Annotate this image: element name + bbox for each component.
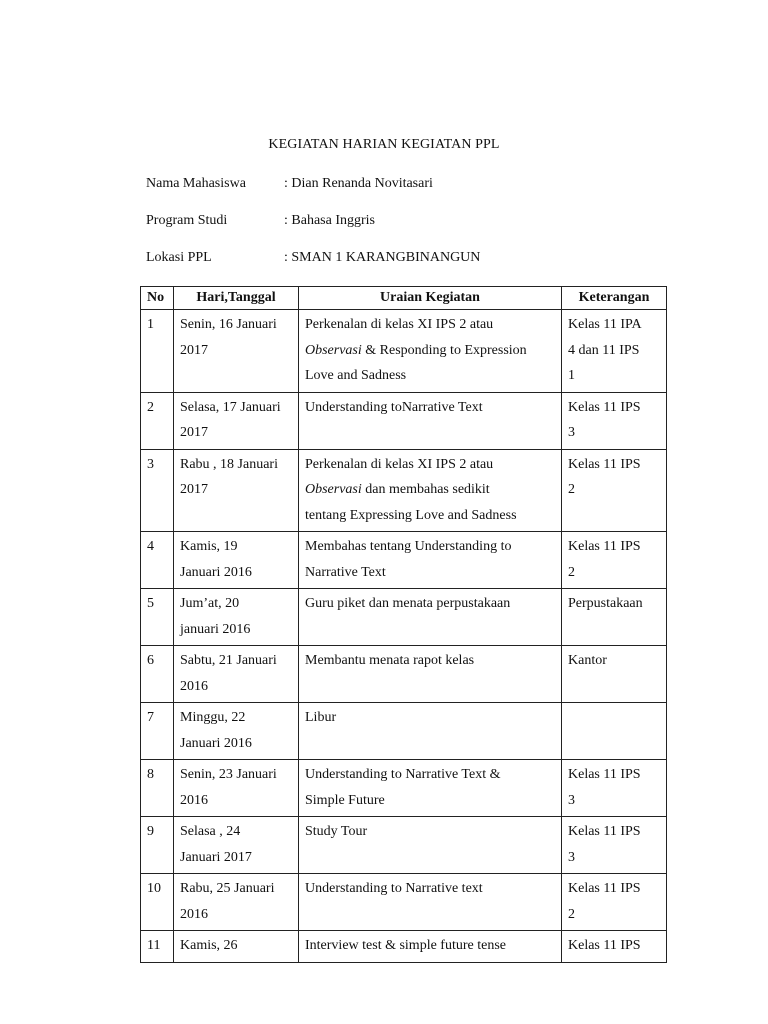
cell-date: Jum’at, 20 januari 2016 — [174, 589, 299, 646]
info-label: Lokasi PPL — [146, 250, 212, 265]
cell-note: Perpustakaan — [562, 589, 667, 646]
cell-date: Selasa, 17 Januari 2017 — [174, 392, 299, 449]
cell-activity: Understanding to Narrative text — [299, 874, 562, 931]
cell-activity: Perkenalan di kelas XI IPS 2 atau Observasi & Responding to Expression Love and Sadness — [299, 310, 562, 393]
table-row — [141, 874, 667, 931]
cell-activity: Libur — [299, 703, 562, 760]
cell-no: 6 — [141, 646, 174, 703]
cell-no: 3 — [141, 449, 174, 532]
cell-note: Kelas 11 IPS — [562, 931, 667, 963]
cell-date: Kamis, 19 Januari 2016 — [174, 532, 299, 589]
cell-note: Kantor — [562, 646, 667, 703]
cell-activity: Perkenalan di kelas XI IPS 2 atau Observasi dan membahas sedikit tentang Expressing Love and Sadness — [299, 449, 562, 532]
table-row — [141, 310, 667, 393]
cell-date: Senin, 16 Januari 2017 — [174, 310, 299, 393]
info-value: : Bahasa Inggris — [284, 213, 375, 228]
header-note: Keterangan — [562, 287, 667, 310]
table-row — [141, 589, 667, 646]
table-row — [141, 817, 667, 874]
header-no: No — [141, 287, 174, 310]
info-label: Program Studi — [146, 213, 228, 228]
cell-note: Kelas 11 IPA 4 dan 11 IPS 1 — [562, 310, 667, 393]
header-activity: Uraian Kegiatan — [299, 287, 562, 310]
cell-no: 7 — [141, 703, 174, 760]
cell-note — [562, 703, 667, 760]
table-row — [141, 449, 667, 532]
table-row — [141, 532, 667, 589]
cell-activity: Interview test & simple future tense — [299, 931, 562, 963]
cell-date: Kamis, 26 — [174, 931, 299, 963]
cell-note: Kelas 11 IPS 3 — [562, 760, 667, 817]
cell-no: 4 — [141, 532, 174, 589]
table-row — [141, 931, 667, 963]
cell-no: 10 — [141, 874, 174, 931]
cell-no: 5 — [141, 589, 174, 646]
cell-note: Kelas 11 IPS 2 — [562, 449, 667, 532]
cell-note: Kelas 11 IPS 3 — [562, 817, 667, 874]
table-header-row — [141, 287, 667, 310]
cell-note: Kelas 11 IPS 3 — [562, 392, 667, 449]
table-row — [141, 703, 667, 760]
cell-no: 2 — [141, 392, 174, 449]
table-row — [141, 392, 667, 449]
info-row-program — [146, 213, 375, 229]
info-row-location — [146, 250, 480, 266]
cell-activity: Understanding to Narrative Text & Simple Future — [299, 760, 562, 817]
cell-note: Kelas 11 IPS 2 — [562, 532, 667, 589]
cell-activity: Guru piket dan menata perpustakaan — [299, 589, 562, 646]
activity-table — [140, 286, 667, 963]
cell-activity: Membantu menata rapot kelas — [299, 646, 562, 703]
info-value: : Dian Renanda Novitasari — [284, 176, 433, 191]
cell-date: Senin, 23 Januari 2016 — [174, 760, 299, 817]
info-label: Nama Mahasiswa — [146, 176, 246, 191]
cell-activity: Membahas tentang Understanding to Narrative Text — [299, 532, 562, 589]
cell-no: 1 — [141, 310, 174, 393]
table-row — [141, 646, 667, 703]
document-title: KEGIATAN HARIAN KEGIATAN PPL — [268, 137, 500, 152]
table-row — [141, 760, 667, 817]
cell-no: 11 — [141, 931, 174, 963]
cell-no: 9 — [141, 817, 174, 874]
cell-no: 8 — [141, 760, 174, 817]
cell-note: Kelas 11 IPS 2 — [562, 874, 667, 931]
info-value: : SMAN 1 KARANGBINANGUN — [284, 250, 481, 265]
cell-date: Selasa , 24 Januari 2017 — [174, 817, 299, 874]
header-date: Hari,Tanggal — [174, 287, 299, 310]
cell-date: Minggu, 22 Januari 2016 — [174, 703, 299, 760]
cell-activity: Understanding toNarrative Text — [299, 392, 562, 449]
cell-date: Sabtu, 21 Januari 2016 — [174, 646, 299, 703]
info-row-student — [146, 176, 433, 192]
cell-date: Rabu , 18 Januari 2017 — [174, 449, 299, 532]
cell-date: Rabu, 25 Januari 2016 — [174, 874, 299, 931]
cell-activity: Study Tour — [299, 817, 562, 874]
